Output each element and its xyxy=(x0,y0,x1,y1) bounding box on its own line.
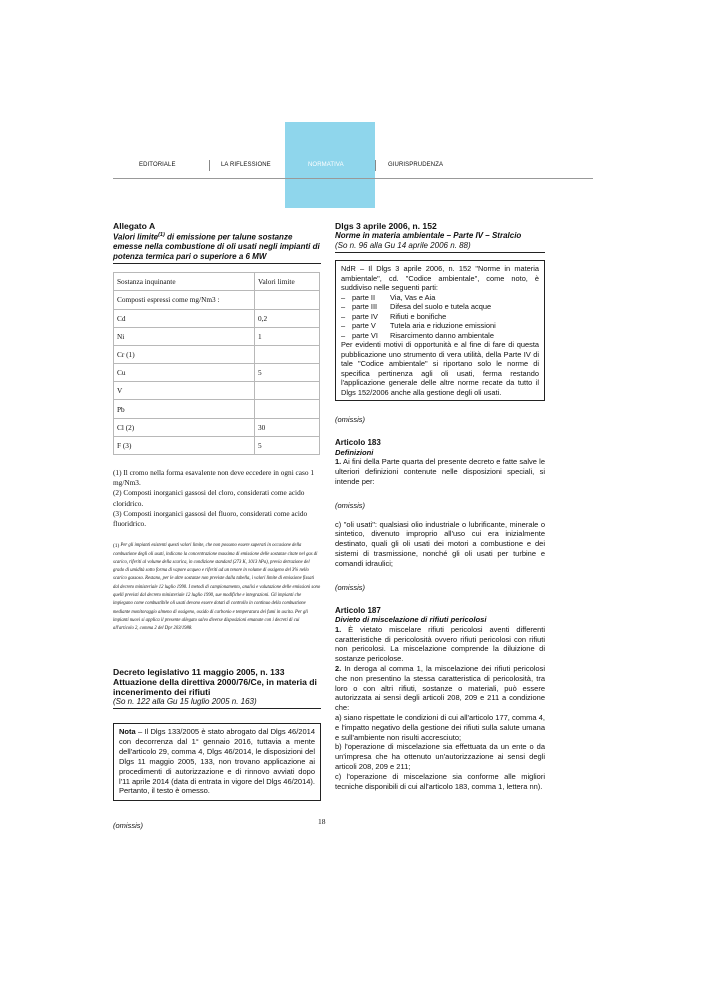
table-header-cell: Valori limite xyxy=(255,273,320,291)
omissis: (omissis) xyxy=(335,500,365,510)
emission-limits-table xyxy=(113,272,320,455)
ndr-item-dash: – xyxy=(341,330,346,340)
ndr-item-dash: – xyxy=(341,292,346,302)
table-row xyxy=(114,418,320,436)
limit-value-cell: 5 xyxy=(255,364,320,382)
article-paragraph: 1. Ai fini della Parte quarta del presente decreto e fatte salve le ulteriori definizioni contenute nelle disposizioni speciali, si intende per: xyxy=(335,457,545,486)
article-paragraph: c) l'operazione di miscelazione sia conforme alle migliori tecniche disponibili di cui all'articolo 183, comma 1, lettera nn). xyxy=(335,771,545,791)
decreto-title: Decreto legislativo 11 maggio 2005, n. 133 xyxy=(113,666,285,677)
table-row xyxy=(114,382,320,400)
ndr-list-item xyxy=(341,312,539,322)
omissis: (omissis) xyxy=(335,582,365,592)
table-row xyxy=(114,291,320,309)
page-number: 18 xyxy=(318,817,326,826)
substance-cell: Cu xyxy=(114,364,255,382)
substance-cell: Ni xyxy=(114,327,255,345)
substance-cell: Composti espressi come mg/Nm3 : xyxy=(114,291,255,309)
ndr-box xyxy=(335,260,545,401)
section-rule xyxy=(335,252,545,253)
footnote: (1) Per gli impianti esistenti questi valori limite, che non possono essere superati in occasione della combustione degli oli usati, indicano la concentrazione massima di emissione delle sostanze citate nel gas di scarico, riferiti al volume della scarica, in condizione standard (273 K, 1013 hPa), previa detrazione del grado di umidità sotto forma di vapore acqueo e riferiti ad un tenore in volume di ossigeno del 3% nello scarico gassoso. Restano, per le altre sostanze non previste dalla tabella, i valori limite di emissione fissati dal decreto ministeriale 12 luglio 1990. I metodi di campionamento, analisi e valutazione delle emissioni sono quelli previsti dal decreto ministeriale 12 luglio 1990, sue modifiche e integrazioni. Gli impianti che impiegano come combustibile oli usati devono essere dotati di controllo in continuo della combustione mediante monitoraggio almeno di ossigeno, ossido di carbonio e temperatura dei fumi in uscita. Per gli impianti nuovi si applica il presente allegato salvo diverse disposizioni emanate con i decreti di cui all'articolo 2, comma 2 del Dpr 203/1988. xyxy=(113,543,321,632)
dlgs-gu: (So n. 96 alla Gu 14 aprile 2006 n. 88) xyxy=(335,240,471,250)
tab-giurisprudenza[interactable]: GIURISPRUDENZA xyxy=(388,162,444,168)
tab-normativa[interactable]: NORMATIVA xyxy=(308,162,344,168)
substance-cell: Cd xyxy=(114,309,255,327)
tab-la-riflessione[interactable]: LA RIFLESSIONE xyxy=(221,162,271,168)
article-paragraph: b) l'operazione di miscelazione sia effettuata da un ente o da un'impresa che ha ottenuto un'autorizzazione ai sensi degli articoli 208, 209 e 211; xyxy=(335,742,545,771)
article-paragraph: a) siano rispettate le condizioni di cui all'articolo 177, comma 4, e l'impatto negativo della gestione dei rifiuti sulla salute umana e sull'ambiente non risulti accresciuto; xyxy=(335,712,545,742)
ndr-item-part: parte II xyxy=(352,292,376,302)
table-row xyxy=(114,400,320,418)
limit-value-cell: 30 xyxy=(255,418,320,436)
decreto-title-2: Attuazione della direttiva 2000/76/Ce, in materia di incenerimento dei rifiuti xyxy=(113,676,317,697)
ndr-item-title: Rifiuti e bonifiche xyxy=(390,311,447,321)
ndr-item-part: parte III xyxy=(352,302,378,311)
limit-value-cell: 0,2 xyxy=(255,309,320,327)
article-187 xyxy=(335,606,545,792)
article-subtitle: Divieto di miscelazione di rifiuti pericolosi xyxy=(335,615,487,625)
article-paragraph: 1. È vietato miscelare rifiuti pericolosi aventi differenti caratteristiche di pericolosità ovvero rifiuti pericolosi con rifiuti non pericolosi. La miscelazione comprende la diluizione di sostanze pericolose. xyxy=(335,624,545,664)
ndr-list-item xyxy=(341,302,539,312)
ndr-outro: Per evidenti motivi di opportunità e al fine di fare di questa pubblicazione uno strumento di vera utilità, della Parte IV di tale "Codice ambientale" si riportano solo le norme di specifica pertinenza agli oli usati, ferma restando l'applicazione generale delle altre norme recate da tutto il Dlgs 152/2006 anche alla gestione degli oli usati. xyxy=(341,340,539,397)
article-title: Articolo 187 xyxy=(335,605,381,615)
limit-value-cell: 1 xyxy=(255,327,320,345)
table-header-cell: Sostanza inquinante xyxy=(114,273,255,291)
substance-cell: F (3) xyxy=(114,436,255,454)
ndr-item-title: Difesa del suolo e tutela acque xyxy=(390,302,492,311)
table-note: (1) Il cromo nella forma esavalente non deve eccedere in ogni caso 1 mg/Nm3. xyxy=(113,468,314,488)
ndr-item-title: Tutela aria e riduzione emissioni xyxy=(390,321,496,330)
allegato-title: Allegato A xyxy=(113,221,156,231)
ndr-item-part: parte V xyxy=(352,321,376,330)
table-note: (2) Composti inorganici gassosi del cloro, considerati come acido cloridrico. xyxy=(113,488,305,508)
ndr-item-part: parte VI xyxy=(352,330,378,340)
left-column xyxy=(113,221,321,830)
dlgs-title: Dlgs 3 aprile 2006, n. 152 xyxy=(335,221,437,231)
allegato-subtitle: Valori limite$^{(1)}$ di emissione per talune sostanze emesse nella combustione di oli usati negli impianti di potenza termica pari o superiore a 6 MW xyxy=(113,232,320,261)
right-column xyxy=(335,221,545,791)
table-notes xyxy=(113,468,321,529)
limit-value-cell: 5 xyxy=(255,436,320,454)
ndr-list-item xyxy=(341,331,539,341)
ndr-item-part: parte IV xyxy=(352,311,378,321)
article-paragraph: c) "oli usati": qualsiasi olio industriale o lubrificante, minerale o sintetico, divenuto improprio all'uso cui era inizialmente destinato, quali gli oli usati dei motori a combustione e dei sistemi di trasmissione, nonché gli oli usati per turbine e comandi idraulici; xyxy=(335,519,545,568)
article-title: Articolo 183 xyxy=(335,438,381,447)
limit-value-cell xyxy=(255,345,320,363)
ndr-item-title: Risarcimento danno ambientale xyxy=(390,330,494,340)
ndr-item-title: Via, Vas e Aia xyxy=(390,292,436,302)
article-paragraph: 2. In deroga al comma 1, la miscelazione dei rifiuti pericolosi che non presentino la stessa caratteristica di pericolosità, tra loro o con altri rifiuti, sostanze o materiali, può essere autorizzata ai sensi degli articoli 208, 209 e 211 a condizione che: xyxy=(335,663,545,713)
limit-value-cell xyxy=(255,400,320,418)
table-header-row xyxy=(114,273,320,291)
ndr-intro: NdR – Il Dlgs 3 aprile 2006, n. 152 "Norme in materia ambientale", cd. "Codice ambientale", come noto, è suddiviso nelle seguenti parti: xyxy=(341,264,539,292)
table-note: (3) Composti inorganici gassosi del fluoro, considerati come acido fluoridrico. xyxy=(113,508,308,529)
decreto-gu: (So n. 122 alla Gu 15 luglio 2005 n. 163) xyxy=(113,696,257,706)
limit-value-cell xyxy=(255,291,320,309)
article-183 xyxy=(335,438,545,487)
ndr-item-dash: – xyxy=(341,321,346,330)
nav-underline xyxy=(113,178,593,179)
ndr-list-item xyxy=(341,321,539,331)
substance-cell: V xyxy=(114,382,255,400)
omissis: (omissis) xyxy=(335,415,365,424)
omissis: (omissis) xyxy=(113,821,143,831)
table-row xyxy=(114,345,320,363)
section-rule xyxy=(113,263,321,264)
section-nav xyxy=(113,122,593,208)
decreto-heading xyxy=(113,667,321,710)
article-subtitle: Definizioni xyxy=(335,447,374,457)
substance-cell: Pb xyxy=(114,400,255,418)
tab-editoriale[interactable]: EDITORIALE xyxy=(139,162,176,168)
table-row xyxy=(114,327,320,345)
table-row xyxy=(114,309,320,327)
ndr-item-dash: – xyxy=(341,302,346,311)
tab-separator xyxy=(209,160,210,171)
table-row xyxy=(114,436,320,454)
substance-cell: Cl (2) xyxy=(114,418,255,436)
nota-box: Nota – Il Dlgs 133/2005 è stato abrogato dal Dlgs 46/2014 con decorrenza dal 1° gennaio 2016, tuttavia a mente dell'articolo 29, comma 4, Dlgs 46/2014, le disposizioni del Dlgs 11 maggio 2005, 133, non trovano applicazione ai procedimenti di autorizzazione e di rinnovo avviati dopo l'11 aprile 2014 (data di entrata in vigore del Dlgs 46/2014). Pertanto, il testo è omesso. xyxy=(113,723,321,801)
limit-value-cell xyxy=(255,382,320,400)
tab-separator xyxy=(375,160,376,171)
table-row xyxy=(114,364,320,382)
ndr-item-dash: – xyxy=(341,311,346,321)
substance-cell: Cr (1) xyxy=(114,345,255,363)
ndr-list-item xyxy=(341,293,539,303)
section-rule xyxy=(113,708,321,709)
dlgs-subtitle: Norme in materia ambientale – Parte IV – Stralcio xyxy=(335,231,522,240)
